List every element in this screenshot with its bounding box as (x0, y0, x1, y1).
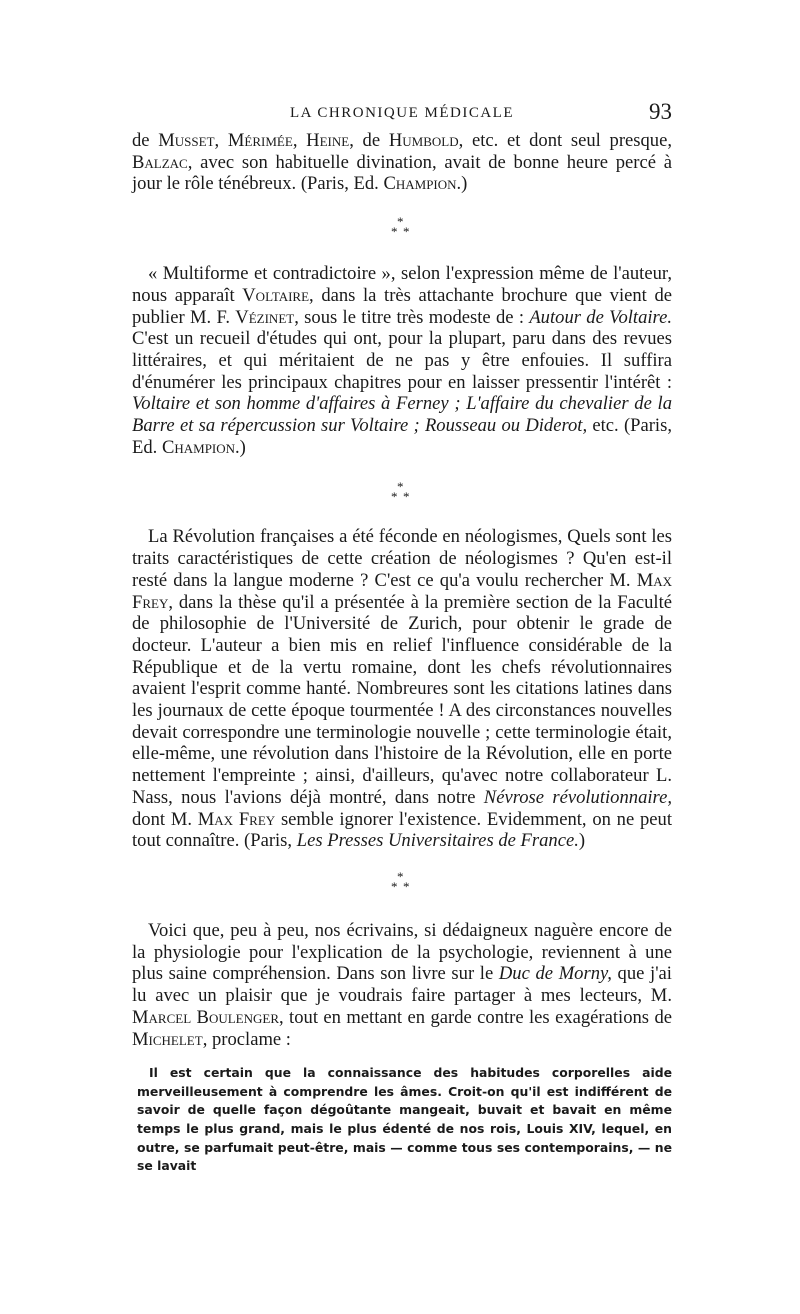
text-run: , avec son habituelle divination, avait de bonne heure percé à jour le rôle ténébreux. (Paris, Ed. (132, 151, 672, 195)
body-text (132, 130, 672, 1176)
page-header (132, 99, 672, 133)
author-name-humbold: Humbold (388, 130, 459, 151)
running-title: LA CHRONIQUE MÉDICALE (290, 105, 514, 121)
author-name-boulenger: Marcel Boulenger (132, 1006, 279, 1028)
text-run: Voici que, peu à peu, nos écrivains, si dédaigneux naguère encore de la physiologie pour l'explication de la psychologie, reviennent à une plus saine compréhension. Dans son livre sur le (132, 919, 672, 985)
asterism-star: * (397, 214, 404, 230)
text-run: semble ignorer l'existence. Evidemment, on ne peut tout connaître. (Paris, (132, 808, 672, 852)
paragraph-revolution (132, 526, 672, 852)
book-title-nevrose: Névrose révolutionnaire, (483, 786, 672, 808)
block-quote (132, 1064, 672, 1176)
asterism-star: * (397, 868, 404, 884)
text-run: La Révolution françaises a été féconde en néologismes, Quels sont les traits caractéristiques de cette création de néologismes ? Qu'en est-il resté dans la langue moderne ? C'est ce qu'a voulu rechercher M. (132, 526, 672, 591)
text-run: , proclame : (202, 1028, 291, 1050)
text-run: dont M. (132, 808, 198, 830)
author-name-balzac: Balzac (132, 151, 188, 173)
asterism-star: * (403, 878, 410, 894)
paragraph-physiologie (132, 920, 672, 1050)
text-run: etc. (Paris, Ed. (132, 415, 672, 458)
asterism-star: * (403, 489, 410, 505)
text-run: .) (235, 436, 246, 458)
paragraph-voltaire (132, 263, 672, 458)
text-run: , (292, 130, 307, 151)
publisher-champion: Champion (383, 173, 457, 195)
page-number: 93 (649, 99, 672, 124)
author-name-max-frey: Max Frey (197, 808, 276, 830)
book-title-duc-de-morny: Duc de Morny, (498, 963, 612, 985)
asterism-star: * (391, 878, 398, 894)
text-run: , etc. et dont seul presque, (458, 130, 673, 151)
publisher-champion: Champion (161, 436, 236, 458)
quote-text: Il est certain que la connaissance des habitudes corporelles aide merveilleusement à comprendre les âmes. Croit-on qu'il est indifférent de savoir de quelle façon dégoûtante mangeait, buvait et bavait en même temps le plus grand, mais le plus édenté de nos rois, Louis XIV, lequel, en outre, se parfumait peut-être, mais — comme tous ses contemporains, — ne se lavait (137, 1065, 672, 1174)
asterism-star: * (403, 224, 410, 240)
author-name-merimee: Mérimée (227, 130, 293, 151)
text-run: de (132, 130, 159, 151)
text-run: ) (578, 830, 586, 852)
author-name-max-frey: Max Frey (132, 569, 672, 613)
author-name-voltaire: Voltaire (242, 284, 310, 306)
text-run: .) (456, 173, 468, 195)
book-title-autour-de-voltaire: Autour de Voltaire. (529, 306, 672, 328)
text-run: , de (349, 130, 389, 151)
author-name-michelet: Michelet (132, 1028, 203, 1050)
asterism-star: * (391, 489, 398, 505)
text-run: « Multiforme et contradictoire », selon l'expression même de l'auteur, nous apparaît (132, 263, 672, 306)
chapter-titles: Voltaire et son homme d'affaires à Ferney ; L'affaire du chevalier de la Barre et sa répercussion sur Voltaire ; Rousseau ou Diderot, (132, 393, 672, 437)
asterism-star: * (391, 224, 398, 240)
paragraph-musset (132, 130, 672, 195)
asterism-star: * (397, 479, 404, 495)
text-run: , sous le titre très modeste de : (294, 306, 530, 328)
asterism-divider (132, 458, 672, 526)
text-run: , dans la très attachante brochure que vient de publier M. F. (132, 284, 672, 328)
author-name-musset: Musset (158, 130, 215, 151)
text-run: que j'ai lu avec un plaisir que je voudrais faire partager à mes lecteurs, M. (132, 963, 672, 1007)
text-run: , (214, 130, 228, 151)
text-run: , tout en mettant en garde contre les exagérations de (279, 1006, 672, 1028)
author-name-vezinet: Vézinet (235, 306, 295, 328)
asterism-divider (132, 195, 672, 263)
author-name-heine: Heine (306, 130, 350, 151)
text-run: C'est un recueil d'études qui ont, pour la plupart, paru dans des revues littéraires, et qui méritaient de ne pas y être enfouies. Il suffira d'énumérer les principaux chapitres pour en laisser pressentir l'intérêt : (132, 328, 672, 393)
asterism-divider (132, 852, 672, 920)
text-run: , dans la thèse qu'il a présentée à la première section de la Faculté de philosophie de l'Université de Zurich, pour obtenir le grade de docteur. L'auteur a bien mis en relief l'influence considérable de la République et de la vertu romaine, dont les chefs révolutionnaires avaient l'esprit comme hanté. Nombreures sont les citations latines dans les journaux de cette époque tourmentée ! A des circonstances nouvelles devait correspondre une terminologie nouvelle ; cette terminologie était, elle-même, une révolution dans l'histoire de la Révolution, elle en porte nettement l'empreinte ; ainsi, d'ailleurs, qu'avec notre collaborateur L. Nass, nous l'avions déjà montré, dans notre (132, 591, 672, 808)
publisher-presses-universitaires: Les Presses Universitaires de France. (296, 830, 579, 852)
